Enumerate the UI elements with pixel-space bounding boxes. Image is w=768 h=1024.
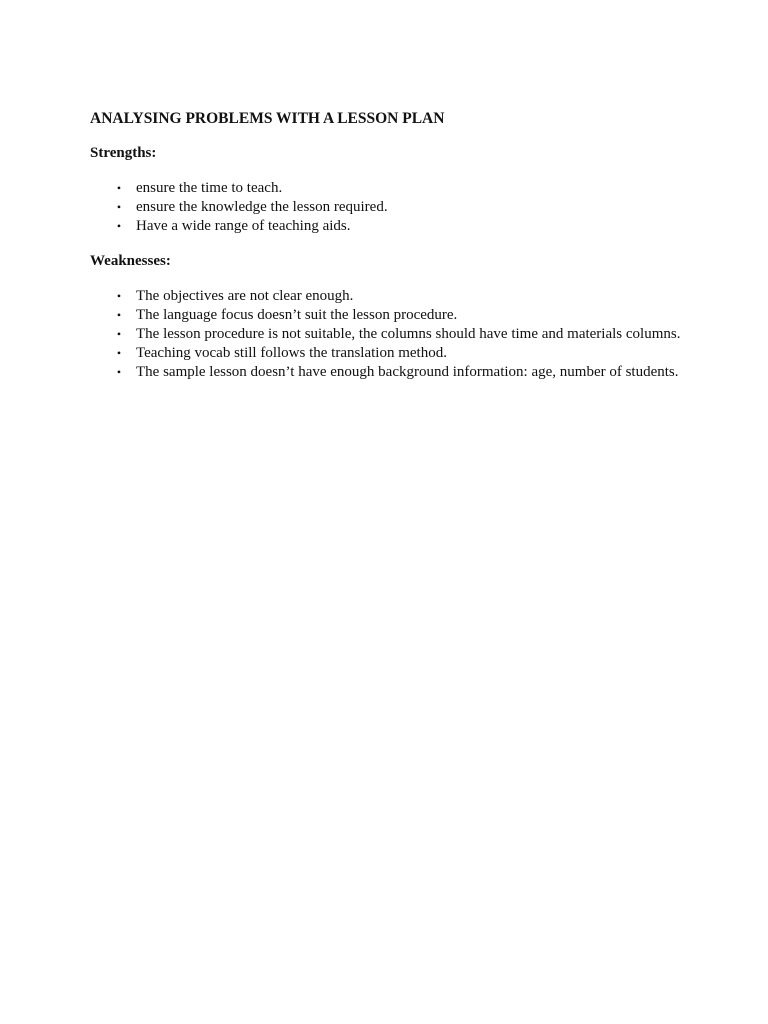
weaknesses-list	[90, 287, 690, 382]
document-title: ANALYSING PROBLEMS WITH A LESSON PLAN	[90, 110, 445, 127]
list-item	[90, 344, 690, 363]
bullet-icon: •	[116, 308, 122, 322]
list-item	[90, 179, 690, 198]
list-item	[90, 363, 690, 382]
bullet-icon: •	[116, 181, 122, 195]
list-item-text: Have a wide range of teaching aids.	[136, 218, 351, 234]
list-item	[90, 306, 690, 325]
list-item	[90, 198, 690, 217]
list-item	[90, 325, 690, 344]
list-item-text: ensure the knowledge the lesson required.	[136, 199, 388, 215]
bullet-icon: •	[116, 289, 122, 303]
list-item-text: The sample lesson doesn’t have enough background information: age, number of students.	[136, 364, 679, 380]
bullet-icon: •	[116, 346, 122, 360]
bullet-icon: •	[116, 219, 122, 233]
document-body	[90, 109, 690, 398]
list-item-text: The objectives are not clear enough.	[136, 288, 354, 304]
list-item	[90, 217, 690, 236]
list-item-text: Teaching vocab still follows the translation method.	[136, 345, 447, 361]
list-item-text: The lesson procedure is not suitable, the columns should have time and materials columns.	[136, 326, 681, 342]
bullet-icon: •	[116, 365, 122, 379]
weaknesses-heading: Weaknesses:	[90, 253, 171, 269]
bullet-icon: •	[116, 327, 122, 341]
list-item-text: ensure the time to teach.	[136, 180, 283, 196]
list-item-text: The language focus doesn’t suit the lesson procedure.	[136, 307, 458, 323]
strengths-heading: Strengths:	[90, 145, 157, 161]
list-item	[90, 287, 690, 306]
bullet-icon: •	[116, 200, 122, 214]
strengths-list	[90, 179, 690, 236]
